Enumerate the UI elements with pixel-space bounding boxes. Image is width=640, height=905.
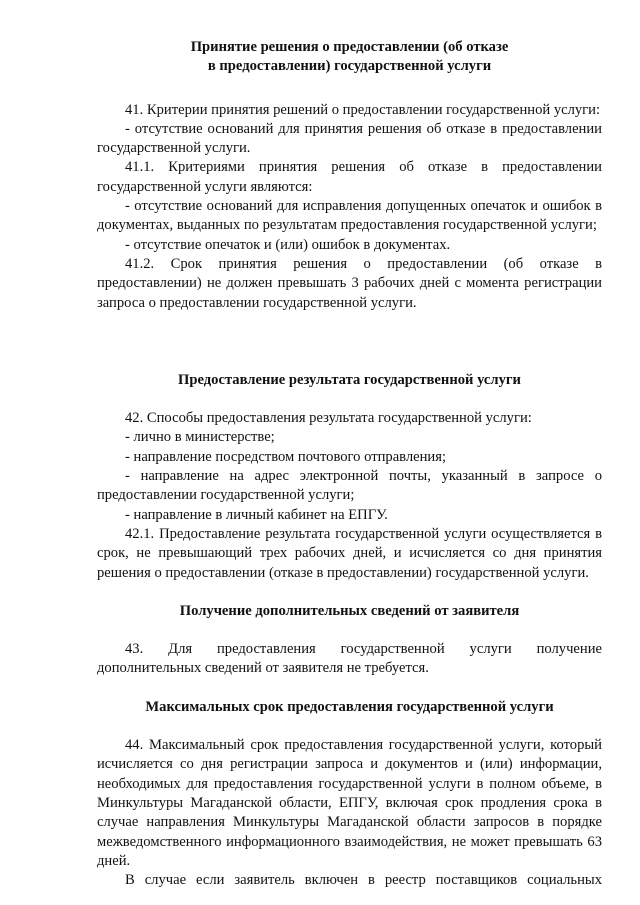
section-heading: Получение дополнительных сведений от заявителя	[179, 602, 520, 619]
heading-line-2: в предоставлении) государственной услуги	[207, 58, 492, 75]
paragraph: 44. Максимальный срок предоставления государственной услуги, который исчисляется со дня регистрации запроса и документов и (или) информации, необходимых для предоставления государственной услуги в полном объеме, в Минкультуры Магаданской области, ЕПГУ, включая срок продления срока в случае направления Минкультуры Магаданской области запросов в порядке межведомственного информационного взаимодействия, не может превышать 63 дней.	[97, 737, 602, 869]
document-page	[97, 38, 602, 890]
paragraph: 42. Способы предоставления результата государственной услуги:	[125, 410, 532, 427]
paragraph: 41.1. Критериями принятия решения об отказе в предоставлении государственной услуги являются:	[97, 159, 602, 195]
paragraph: - отсутствие опечаток и (или) ошибок в документах.	[125, 236, 451, 253]
section-heading	[97, 38, 602, 77]
paragraph: 42.1. Предоставление результата государственной услуги осуществляется в срок, не превышающий трех рабочих дней, и исчисляется со дня принятия решения о предоставлении (отказе в предоставлении) государственной услуги.	[97, 525, 602, 581]
paragraph: - лично в министерстве;	[125, 429, 275, 446]
paragraph: 41.2. Срок принятия решения о предоставлении (об отказе в предоставлении) не должен превышать 3 рабочих дней с момента регистрации запроса о предоставлении государственной услуги.	[97, 255, 602, 311]
paragraph: 43. Для предоставления государственной услуги получение дополнительных сведений от заявителя не требуется.	[97, 641, 602, 677]
section-heading: Максимальных срок предоставления государственной услуги	[145, 698, 554, 715]
paragraph: 41. Критерии принятия решений о предоставлении государственной услуги:	[125, 101, 601, 118]
heading-line-1: Принятие решения о предоставлении (об отказе	[190, 39, 509, 55]
paragraph: В случае если заявитель включен в реестр поставщиков социальных	[125, 872, 602, 889]
paragraph: - направление посредством почтового отправления;	[125, 448, 447, 465]
paragraph: - отсутствие оснований для принятия решения об отказе в предоставлении государственной услуги.	[97, 120, 602, 157]
paragraph: - направление в личный кабинет на ЕПГУ.	[125, 506, 388, 523]
paragraph: - отсутствие оснований для исправления допущенных опечаток и ошибок в документах, выданных по результатам предоставления государственной услуги;	[97, 198, 602, 234]
paragraph: - направление на адрес электронной почты, указанный в запросе о предоставлении государственной услуги;	[97, 468, 602, 504]
section-heading: Предоставление результата государственной услуги	[178, 371, 521, 388]
